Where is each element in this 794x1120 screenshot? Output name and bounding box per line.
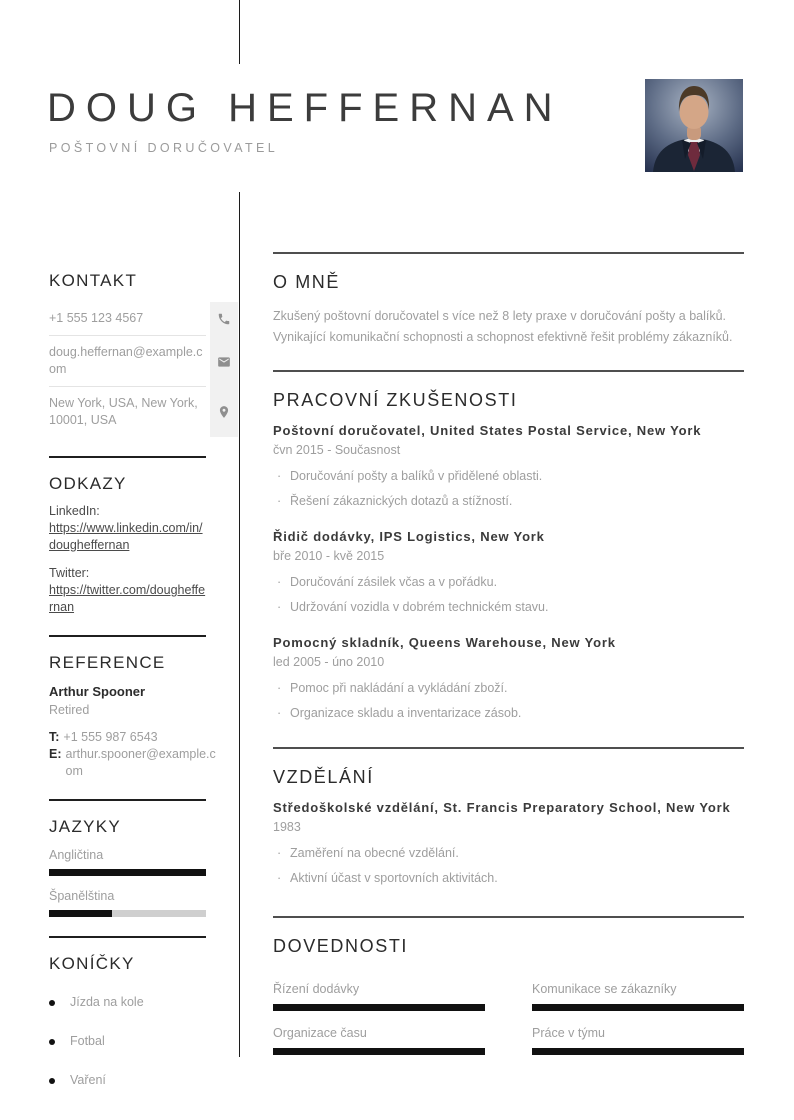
reference-phone-label: T:	[49, 730, 60, 744]
bullet-dot-icon: ·	[277, 600, 282, 614]
education-bullet	[273, 870, 744, 886]
education-dates: 1983	[273, 820, 301, 834]
links-heading: ODKAZY	[49, 474, 127, 493]
hobbies-heading: KONÍČKY	[49, 954, 135, 973]
reference-phone-line	[49, 729, 219, 746]
skill-level-bar	[273, 1004, 485, 1011]
about-heading: O MNĚ	[273, 272, 341, 292]
email-icon	[210, 336, 238, 387]
contact-list	[49, 302, 238, 437]
skill-level-fill	[532, 1004, 744, 1011]
skill-name: Organizace času	[273, 1026, 367, 1040]
reference-role: Retired	[49, 703, 90, 717]
experience-heading: PRACOVNÍ ZKUŠENOSTI	[273, 390, 518, 410]
language-name: Angličtina	[49, 848, 104, 862]
job-bullet	[273, 599, 744, 615]
bullet-dot-icon	[49, 1039, 55, 1045]
reference-email-label: E:	[49, 747, 62, 761]
hobby-label: Vaření	[70, 1073, 106, 1087]
language-name: Španělština	[49, 889, 115, 903]
job-bullet	[273, 493, 744, 509]
column-divider-line	[239, 192, 240, 1057]
job-bullet-text: Pomoc při nakládání a vykládání zboží.	[290, 681, 508, 695]
education-bullet-text: Aktivní účast v sportovních aktivitách.	[290, 871, 498, 885]
phone-icon	[210, 302, 238, 336]
education-entry	[273, 799, 744, 886]
sidebar-section-rule	[49, 635, 206, 637]
hobby-label: Fotbal	[70, 1034, 105, 1048]
about-text: Zkušený poštovní doručovatel s více než 8 lety praxe v doručování pošty a balíků. Vynikající komunikační schopnosti a schopnost efektivně řešit problémy zákazníků.	[273, 309, 733, 344]
skill-item	[532, 981, 744, 1011]
contact-address: New York, USA, New York, 10001, USA	[49, 396, 198, 427]
job-bullet-text: Řešení zákaznických dotazů a stížností.	[290, 494, 513, 508]
main-column	[273, 252, 744, 1063]
link-label: Twitter:	[49, 566, 90, 580]
education-bullet	[273, 845, 744, 861]
contact-email: doug.heffernan@example.com	[49, 336, 206, 387]
skill-name: Práce v týmu	[532, 1026, 605, 1040]
sidebar	[49, 272, 238, 1089]
contact-row-address	[49, 387, 238, 437]
hobby-item	[49, 994, 238, 1011]
job-bullet	[273, 705, 744, 721]
contact-row-email	[49, 336, 238, 387]
about-section	[273, 252, 744, 370]
education-bullet-text: Zaměření na obecné vzdělání.	[290, 846, 459, 860]
job-bullet-text: Doručování pošty a balíků v přidělené oblasti.	[290, 469, 543, 483]
contact-heading: KONTAKT	[49, 271, 138, 290]
job-title: Pomocný skladník, Queens Warehouse, New York	[273, 635, 616, 650]
reference-email: arthur.spooner@example.com	[65, 747, 216, 778]
reference-email-line	[49, 746, 219, 780]
job-bullet	[273, 468, 744, 484]
contact-row-phone	[49, 302, 238, 336]
reference-phone: +1 555 987 6543	[63, 730, 158, 744]
bullet-dot-icon: ·	[277, 846, 282, 860]
skill-item	[273, 981, 485, 1011]
job-dates: čvn 2015 - Současnost	[273, 443, 401, 457]
hobby-label: Jízda na kole	[70, 995, 144, 1009]
education-section	[273, 747, 744, 916]
language-item	[49, 888, 238, 917]
job-dates: bře 2010 - kvě 2015	[273, 549, 385, 563]
skills-heading: DOVEDNOSTI	[273, 936, 409, 956]
language-level-fill	[49, 910, 112, 917]
language-level-bar	[49, 869, 206, 876]
link-item	[49, 503, 238, 554]
bullet-dot-icon: ·	[277, 575, 282, 589]
skills-grid	[273, 981, 744, 1063]
languages-heading: JAZYKY	[49, 817, 122, 836]
education-heading: VZDĚLÁNÍ	[273, 767, 374, 787]
skill-level-bar	[273, 1048, 485, 1055]
bullet-dot-icon: ·	[277, 469, 282, 483]
skill-level-bar	[532, 1048, 744, 1055]
profile-photo	[645, 79, 743, 172]
job-bullet-text: Udržování vozidla v dobrém technickém stavu.	[290, 600, 549, 614]
bullet-dot-icon: ·	[277, 494, 282, 508]
person-job-title: POŠTOVNÍ DORUČOVATEL	[49, 141, 279, 155]
skills-section	[273, 916, 744, 1063]
hobby-item	[49, 1033, 238, 1050]
skill-level-bar	[532, 1004, 744, 1011]
bullet-dot-icon: ·	[277, 871, 282, 885]
reference-heading: REFERENCE	[49, 653, 166, 672]
job-entry	[273, 422, 744, 509]
sidebar-section-rule	[49, 936, 206, 938]
job-bullet-text: Organizace skladu a inventarizace zásob.	[290, 706, 522, 720]
job-title: Poštovní doručovatel, United States Postal Service, New York	[273, 423, 702, 438]
sidebar-section-rule	[49, 456, 206, 458]
contact-phone: +1 555 123 4567	[49, 302, 206, 336]
job-bullet	[273, 574, 744, 590]
education-degree: Středoškolské vzdělání, St. Francis Preparatory School, New York	[273, 800, 731, 815]
skill-name: Komunikace se zákazníky	[532, 982, 677, 996]
skill-item	[273, 1025, 485, 1055]
top-divider-line	[239, 0, 240, 64]
job-entry	[273, 528, 744, 615]
job-entry	[273, 634, 744, 721]
language-item	[49, 847, 238, 876]
location-icon	[210, 387, 238, 437]
language-level-bar	[49, 910, 206, 917]
link-item	[49, 565, 238, 616]
hobby-item	[49, 1072, 238, 1089]
person-name: DOUG HEFFERNAN	[47, 86, 563, 130]
language-level-fill	[49, 869, 206, 876]
job-dates: led 2005 - úno 2010	[273, 655, 385, 669]
bullet-dot-icon	[49, 1078, 55, 1084]
skill-level-fill	[532, 1048, 744, 1055]
twitter-link[interactable]: https://twitter.com/dougheffernan	[49, 583, 206, 614]
skill-level-fill	[273, 1048, 485, 1055]
link-label: LinkedIn:	[49, 504, 100, 518]
reference-name: Arthur Spooner	[49, 684, 146, 699]
job-title: Řidič dodávky, IPS Logistics, New York	[273, 529, 545, 544]
bullet-dot-icon: ·	[277, 681, 282, 695]
experience-section	[273, 370, 744, 747]
job-bullet	[273, 680, 744, 696]
bullet-dot-icon: ·	[277, 706, 282, 720]
skill-item	[532, 1025, 744, 1055]
sidebar-section-rule	[49, 799, 206, 801]
skill-name: Řízení dodávky	[273, 982, 360, 996]
job-bullet-text: Doručování zásilek včas a v pořádku.	[290, 575, 498, 589]
skill-level-fill	[273, 1004, 485, 1011]
bullet-dot-icon	[49, 1000, 55, 1006]
linkedin-link[interactable]: https://www.linkedin.com/in/dougheffernan	[49, 521, 203, 552]
